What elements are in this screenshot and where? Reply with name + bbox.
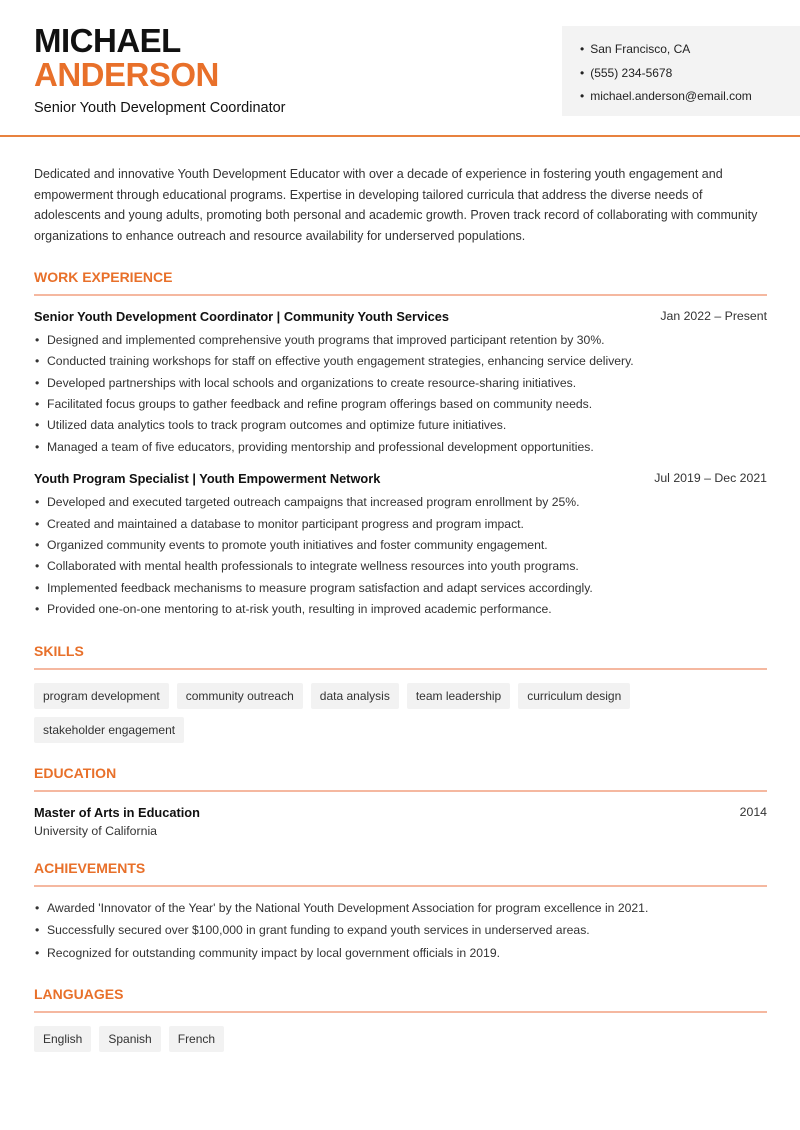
job-list: [34, 309, 767, 621]
skill-tag: community outreach: [177, 683, 303, 709]
skills-list: [34, 683, 767, 743]
achievements-list: [34, 897, 767, 965]
bullet-item: • Developed partnerships with local schools and organizations to create resource-sharing initiatives.: [34, 373, 767, 394]
graduation-year: 2014: [739, 804, 767, 819]
bullet-item: • Organized community events to promote youth initiatives and foster community engagement.: [34, 535, 767, 556]
degree: Master of Arts in Education: [34, 804, 200, 820]
job-header: [34, 471, 767, 486]
languages-list: [34, 1026, 767, 1052]
contact-box: [562, 26, 800, 116]
contact-email: • michael.anderson@email.com: [580, 85, 800, 109]
bullet-item: • Created and maintained a database to monitor participant progress and program impact.: [34, 514, 767, 535]
achievement-item: • Successfully secured over $100,000 in grant funding to expand youth services in underserved areas.: [34, 919, 767, 942]
bullet-item: • Facilitated focus groups to gather feedback and refine program offerings based on community needs.: [34, 394, 767, 415]
job-bullets: [34, 330, 767, 458]
bullet-item: • Designed and implemented comprehensive youth programs that improved participant retention by 30%.: [34, 330, 767, 351]
language-tag: Spanish: [99, 1026, 160, 1052]
section-title-education: EDUCATION: [34, 765, 767, 792]
bullet-item: • Conducted training workshops for staff on effective youth engagement strategies, enhancing service delivery.: [34, 351, 767, 372]
section-title-skills: SKILLS: [34, 643, 767, 670]
job-heading: Senior Youth Development Coordinator | Community Youth Services: [34, 308, 450, 324]
bullet-item: • Implemented feedback mechanisms to measure program satisfaction and adapt services accordingly.: [34, 578, 767, 599]
skill-tag: team leadership: [407, 683, 510, 709]
job-heading: Youth Program Specialist | Youth Empowerment Network: [34, 471, 381, 487]
language-tag: English: [34, 1026, 91, 1052]
bullet-item: • Utilized data analytics tools to track program outcomes and optimize future initiatives.: [34, 415, 767, 436]
section-title-work: WORK EXPERIENCE: [34, 269, 767, 296]
job-bullets: [34, 492, 767, 620]
bullet-item: • Collaborated with mental health professionals to integrate wellness resources into youth programs.: [34, 556, 767, 577]
section-title-languages: LANGUAGES: [34, 986, 767, 1013]
summary: Dedicated and innovative Youth Development Educator with over a decade of experience in fostering youth engagement and empowerment through educational programs. Expertise in developing tailored curricula that address the diverse needs of adolescents and young adults, promoting both personal and academic growth. Proven track record of collaborating with community organizations to enhance outreach and resource availability for underserved populations.: [34, 167, 758, 244]
skill-tag: stakeholder engagement: [34, 717, 184, 743]
skill-tag: curriculum design: [518, 683, 630, 709]
education-entry: [34, 805, 767, 820]
contact-phone: • (555) 234-5678: [580, 62, 800, 86]
bullet-item: • Developed and executed targeted outreach campaigns that increased program enrollment by 25%.: [34, 492, 767, 513]
skill-tag: program development: [34, 683, 169, 709]
resume-header: [0, 0, 800, 137]
contact-location: • San Francisco, CA: [580, 38, 800, 62]
school: University of California: [34, 823, 158, 838]
last-name: ANDERSON: [34, 56, 219, 93]
bullet-item: • Managed a team of five educators, providing mentorship and professional development opportunities.: [34, 437, 767, 458]
achievement-item: • Awarded 'Innovator of the Year' by the National Youth Development Association for program excellence in 2021.: [34, 897, 767, 920]
bullet-item: • Provided one-on-one mentoring to at-risk youth, resulting in improved academic performance.: [34, 599, 767, 620]
first-name: MICHAEL: [34, 22, 181, 59]
language-tag: French: [169, 1026, 224, 1052]
job-title: Senior Youth Development Coordinator: [34, 100, 286, 116]
job-dates: Jan 2022 – Present: [660, 308, 767, 323]
skill-tag: data analysis: [311, 683, 399, 709]
job-header: [34, 309, 767, 324]
section-title-achievements: ACHIEVEMENTS: [34, 860, 767, 887]
achievement-item: • Recognized for outstanding community impact by local government officials in 2019.: [34, 942, 767, 965]
job-dates: Jul 2019 – Dec 2021: [654, 471, 767, 486]
